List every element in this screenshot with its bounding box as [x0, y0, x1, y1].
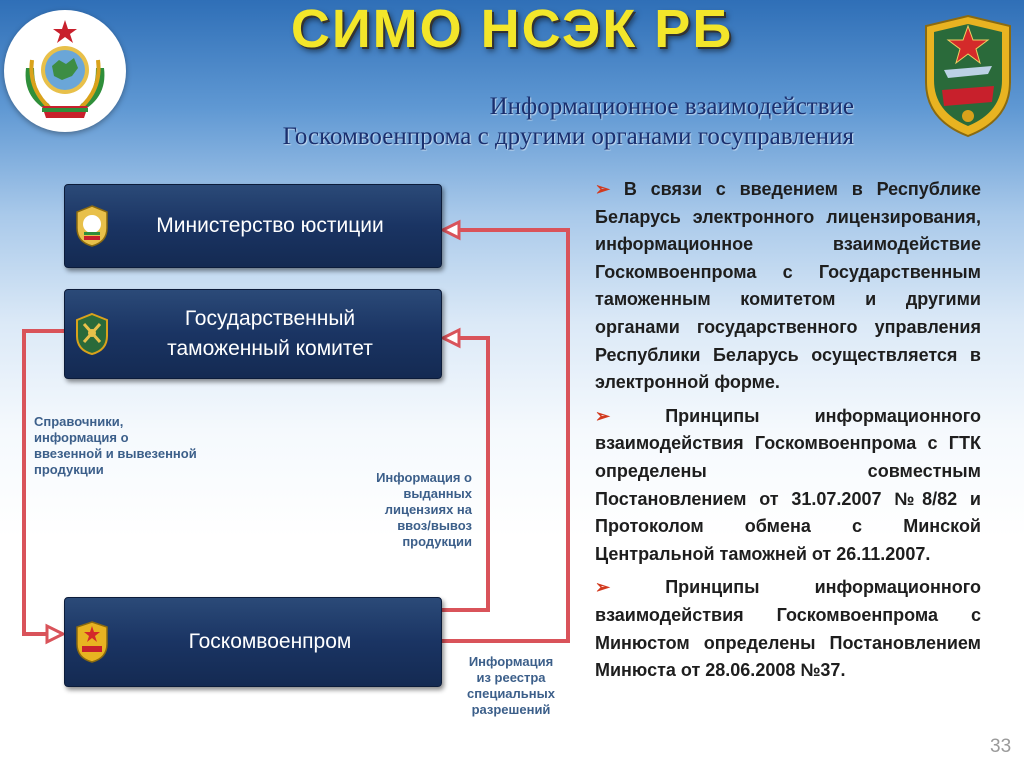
customs-committee-emblem-icon: [73, 312, 111, 356]
flow-arrow-to-minjust: [441, 230, 568, 641]
bullet-arrow-icon: ➢: [595, 179, 611, 199]
subtitle-line-1: Информационное взаимодействие: [489, 93, 854, 120]
flow-label-reference-info: [34, 414, 234, 478]
flow-arrow-to-gkvp: [24, 331, 64, 634]
page-number: 33: [990, 736, 1012, 757]
slide-subtitle: [130, 92, 854, 152]
flow-label-line: лицензиях на: [384, 502, 472, 517]
flow-label-line: Информация о: [376, 470, 472, 485]
arrowhead-gtk: [443, 330, 459, 346]
paragraph-2: [595, 403, 981, 569]
org-box-ministry-of-justice: [64, 184, 442, 268]
flow-label-line: ввоз/вывоз: [397, 518, 472, 533]
flow-label-line: ввезенной и вывезенной: [34, 446, 197, 461]
customs-label-line-1: Государственный: [184, 307, 356, 330]
bullet-arrow-icon: ➢: [595, 405, 611, 426]
flow-label-line: выданных: [403, 486, 472, 501]
arrowhead-gkvp: [47, 626, 63, 642]
paragraph-1: [595, 176, 981, 397]
org-label-customs-committee: [127, 304, 379, 364]
paragraph-3: [595, 574, 981, 684]
flow-label-line: Информация: [468, 654, 554, 669]
subtitle-line-2: Госкомвоенпрома с другими органами госуправления: [282, 123, 854, 150]
slide-title: СИМО НСЭК РБ: [290, 0, 734, 59]
org-box-customs-committee: [64, 289, 442, 379]
flow-label-line: продукции: [402, 534, 472, 549]
flow-label-line: информация о: [34, 430, 129, 445]
body-text: [595, 176, 981, 691]
goskomvoenprom-emblem-icon: [73, 620, 111, 664]
flow-label-registry-info: [452, 654, 570, 718]
flow-label-line: разрешений: [471, 702, 551, 717]
ministry-of-justice-emblem-icon: [73, 204, 111, 248]
org-label-ministry-of-justice: Министерство юстиции: [156, 214, 384, 237]
org-box-goskomvoenprom: [64, 597, 442, 687]
paragraph-text: Принципы информационного взаимодействия Госкомвоенпрома с ГТК определены совместным Постановлением от 31.07.2007 №8/82 и Протоколом обмена с Минской Центральной таможней от 26.11.2007.: [595, 405, 981, 564]
customs-label-line-2: таможенный комитет: [167, 337, 373, 360]
org-label-goskomvoenprom: Госкомвоенпром: [188, 630, 352, 653]
paragraph-text: В связи с введением в Республике Беларусь электронного лицензирования, информационное взаимодействие Госкомвоенпрома с Государственным таможенным комитетом и другими органами государственного управления Республики Беларусь осуществляется в электронной форме.: [595, 179, 981, 393]
flow-label-line: продукции: [34, 462, 104, 477]
flow-label-license-info: [350, 470, 472, 550]
bullet-arrow-icon: ➢: [595, 577, 611, 598]
flow-label-line: из реестра: [476, 670, 546, 685]
paragraph-text: Принципы информационного взаимодействия Госкомвоенпрома с Минюстом определены Постановлением Минюста от 28.06.2008 №37.: [595, 577, 981, 681]
arrowhead-minjust: [443, 222, 459, 238]
flow-label-line: Справочники,: [34, 414, 124, 429]
flow-label-line: специальных: [467, 686, 555, 701]
